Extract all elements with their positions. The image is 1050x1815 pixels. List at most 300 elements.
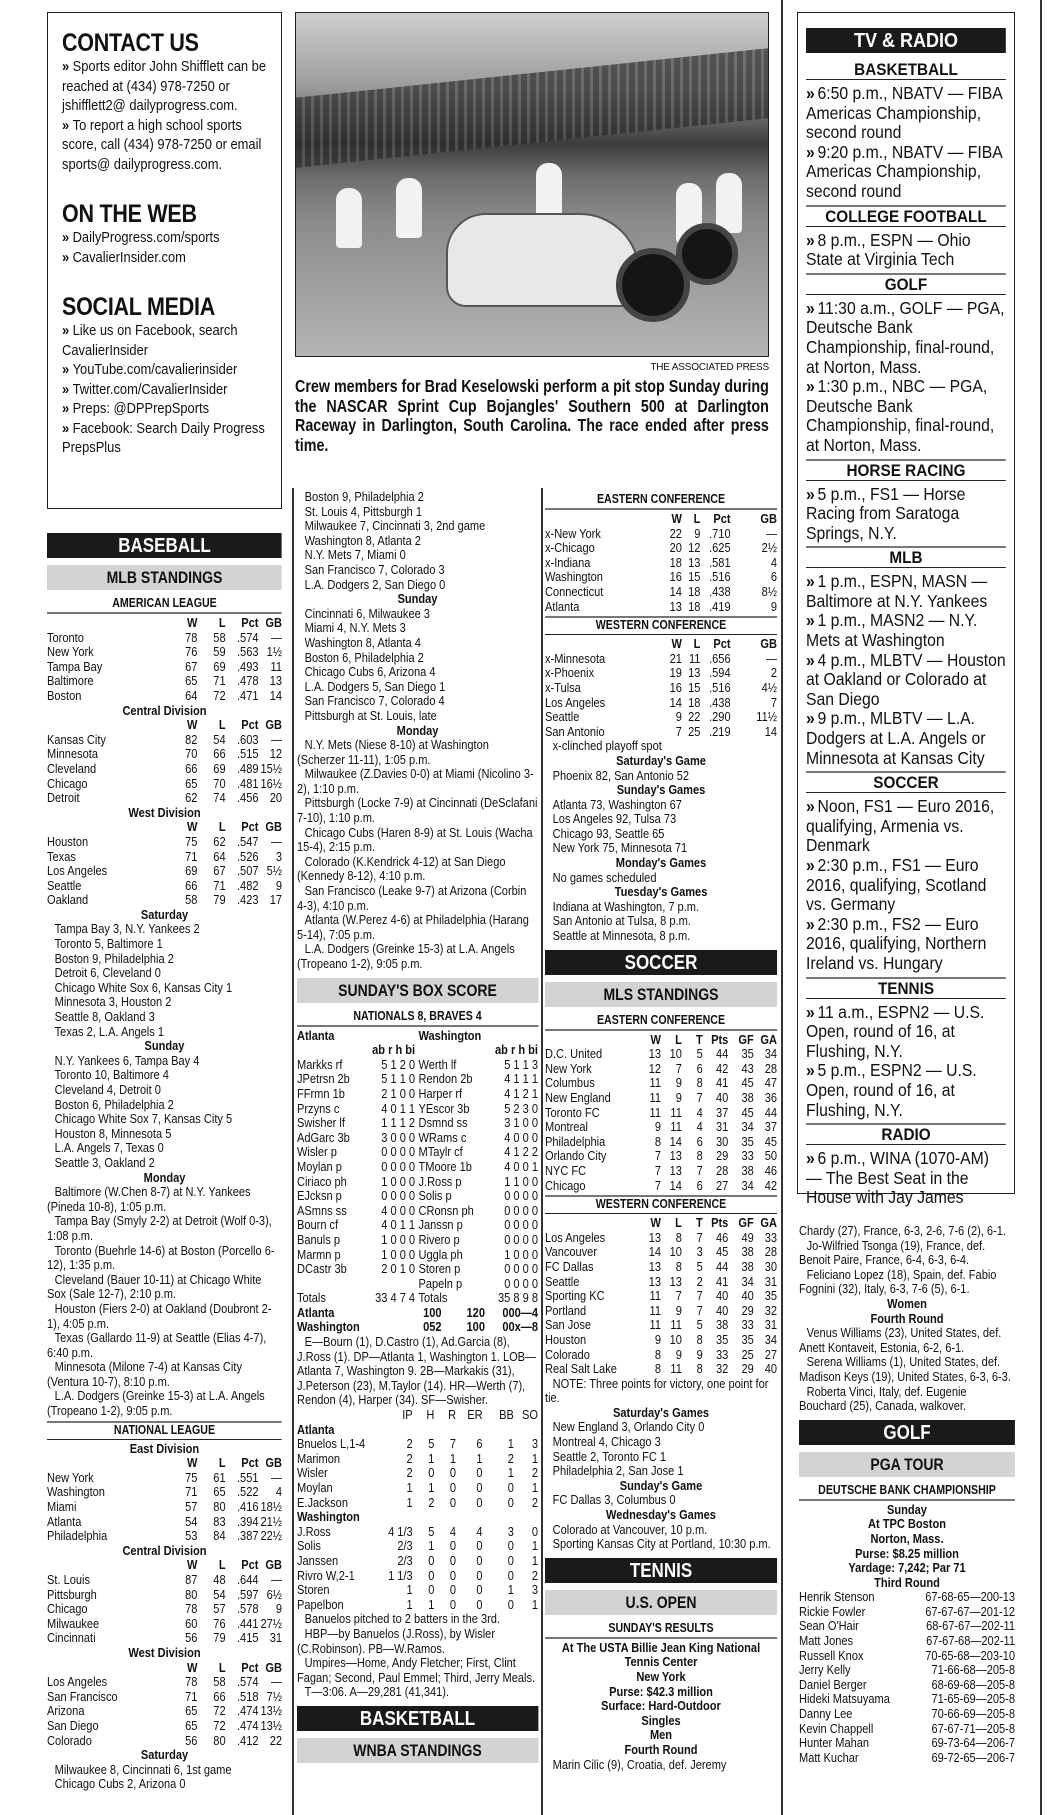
tv-listing: [806, 856, 1006, 915]
table-cell: 11: [670, 1104, 682, 1120]
table-cell: W: [650, 1031, 661, 1047]
table-cell: 2: [406, 1436, 413, 1452]
chevron-bullet-icon: »: [62, 419, 70, 437]
table-cell: 0: [507, 1567, 514, 1583]
table-cell: 8: [654, 1133, 661, 1149]
table-cell: —: [270, 629, 282, 645]
table-cell: 31: [715, 1119, 729, 1135]
table-row: [545, 1289, 777, 1304]
table-cell: 76: [185, 644, 198, 660]
table-cell: GB: [760, 636, 777, 652]
contact-item: [62, 321, 267, 360]
row-label: San Jose: [545, 1317, 592, 1333]
table-cell: 4 0 0 1: [504, 1158, 538, 1174]
table-cell: 44: [715, 1258, 729, 1274]
table-cell: 69: [213, 760, 226, 776]
table-cell: 29: [741, 1361, 754, 1377]
day-heading: Saturday's Games: [613, 1404, 709, 1420]
table-cell: 9: [675, 1346, 682, 1362]
row-label: [47, 1661, 169, 1676]
table-cell: 59: [213, 644, 226, 660]
chevron-bullet-icon: »: [62, 322, 70, 339]
item-text: 1 p.m., MASN2 — N.Y. Mets at Washington: [806, 610, 978, 651]
tv-listing: [806, 1061, 1006, 1120]
table-cell: 11: [649, 1075, 661, 1091]
result-line: Sporting Kansas City at Portland, 10:30 p.m.: [552, 1536, 771, 1552]
tv-listing: [806, 143, 1006, 202]
table-cell: 66: [185, 877, 198, 893]
table-row: [47, 1631, 282, 1646]
table-row: [297, 1189, 538, 1204]
table-cell: 1: [531, 1450, 538, 1466]
table-row: [47, 1661, 282, 1676]
row-label: New England: [545, 1090, 611, 1105]
table-cell: 32: [715, 1361, 729, 1377]
item-text: 9 p.m., MLBTV — L.A. Dodgers at L.A. Angels or Minnesota at Kansas City: [806, 708, 986, 768]
table-cell: 38: [741, 1090, 754, 1105]
table-cell: 70: [185, 746, 198, 762]
table-cell: 67-67-71—205-8: [931, 1720, 1015, 1736]
section-subheader: MLS STANDINGS: [545, 982, 777, 1007]
row-label: Jerry Kelly: [799, 1662, 851, 1678]
row-label: Ciriaco ph: [297, 1173, 347, 1189]
chevron-bullet-icon: »: [62, 380, 70, 398]
table-cell: W: [186, 1455, 198, 1471]
result-line: Roberta Vinci, Italy, def. Eugenie Bouchard (25), Canada, walkover.: [799, 1383, 967, 1414]
table-cell: 5½: [266, 863, 282, 879]
item-text: 9:20 p.m., NBATV — FIBA Americas Championship, second round: [806, 141, 1002, 201]
table-cell: [367, 1029, 415, 1044]
table-row: [799, 1619, 1015, 1634]
table-cell: H: [426, 1407, 435, 1423]
table-cell: 34: [741, 1177, 754, 1193]
table-cell: 0 0 0 0: [504, 1188, 538, 1204]
table-cell: GB: [760, 511, 777, 526]
table-cell: .574: [236, 629, 259, 645]
chevron-bullet-icon: »: [62, 361, 70, 378]
row-label: [47, 718, 169, 733]
result-line: Chicago Cubs (Haren 8-9) at St. Louis (Wacha 15-4), 2:15 p.m.: [297, 824, 533, 855]
table-cell: 14: [269, 687, 282, 703]
table-cell: .516: [709, 679, 731, 695]
table-cell: 46: [764, 1162, 777, 1178]
table-cell: .412: [236, 1732, 259, 1748]
table-cell: 71: [185, 1484, 198, 1500]
table-cell: 0: [428, 1552, 435, 1568]
table-cell: .563: [236, 644, 259, 660]
result-line: Seattle 3, Oakland 2: [54, 1154, 155, 1170]
day-heading: West Division: [128, 1644, 201, 1660]
table-cell: 1 0 0 0: [504, 1246, 538, 1262]
table-row: [47, 1515, 282, 1530]
table-row: [545, 1179, 777, 1194]
table-row: [545, 681, 777, 696]
table-cell: 0: [476, 1596, 483, 1612]
table-cell: 18½: [260, 1499, 282, 1515]
table-row: [47, 1734, 282, 1749]
table-cell: 5: [696, 1317, 703, 1333]
tv-listing: [806, 84, 1006, 143]
table-cell: L: [218, 1659, 226, 1675]
table-cell: 15½: [260, 760, 282, 776]
row-label: Philadelphia: [545, 1133, 606, 1149]
std-table: [47, 616, 282, 704]
row-label: Seattle: [545, 1273, 580, 1289]
table-cell: 42: [764, 1177, 777, 1193]
table-row: [47, 1588, 282, 1603]
row-label: J.Ross: [297, 1523, 331, 1539]
table-cell: 66: [185, 760, 198, 776]
table-cell: 71: [213, 673, 226, 689]
table-cell: 13: [688, 665, 701, 681]
table-cell: 2: [696, 1273, 703, 1289]
table-cell: —: [270, 1674, 282, 1690]
baseball-column: [47, 527, 282, 1792]
table-cell: YEscor 3b: [418, 1100, 470, 1116]
row-label: Moylan: [297, 1480, 333, 1495]
result-line: Chicago 93, Seattle 65: [552, 825, 665, 841]
row-label: Los Angeles: [545, 1229, 606, 1245]
table-row: [47, 1617, 282, 1632]
table-cell: ab r h bi: [372, 1042, 416, 1058]
table-cell: 38: [741, 1162, 754, 1178]
table-cell: 6: [476, 1436, 483, 1452]
chevron-bullet-icon: »: [806, 1060, 815, 1081]
table-cell: T: [695, 1215, 703, 1231]
result-lines: [545, 739, 777, 754]
table-cell: 1: [507, 1465, 514, 1481]
table-row: [799, 1649, 1015, 1664]
row-label: Chicago: [47, 1601, 88, 1617]
team-subheader-row: [297, 1510, 538, 1525]
table-row: [47, 645, 282, 660]
result-line: Atlanta 73, Washington 67: [552, 796, 682, 812]
result-line: Toronto 5, Baltimore 1: [54, 936, 163, 952]
table-cell: 2: [770, 665, 777, 681]
table-cell: 22: [269, 1732, 282, 1748]
table-heading: NATIONAL LEAGUE: [47, 1421, 282, 1440]
row-label: [545, 1033, 642, 1048]
table-cell: 5 1 1 0: [381, 1071, 416, 1087]
row-label: Moylan p: [297, 1158, 342, 1174]
table-cell: 0: [449, 1480, 457, 1495]
table-heading: AMERICAN LEAGUE: [47, 596, 282, 614]
table-cell: 2: [406, 1450, 413, 1466]
table-cell: 34: [741, 1273, 754, 1289]
item-text: 5 p.m., FS1 — Horse Racing from Saratoga Springs, N.Y.: [806, 483, 966, 543]
contact-content: [62, 29, 267, 458]
row-label: Hunter Mahan: [799, 1735, 870, 1751]
table-cell: Pct: [241, 717, 259, 733]
table-cell: GB: [265, 1659, 282, 1675]
table-cell: 16: [669, 679, 682, 695]
table-cell: 7: [675, 1288, 682, 1304]
table-cell: 53: [185, 1528, 198, 1544]
table-cell: 44: [764, 1104, 777, 1120]
row-label: Sean O'Hair: [799, 1618, 859, 1634]
table-cell: [490, 1029, 538, 1044]
table-row: [545, 570, 777, 585]
result-line: N.Y. Mets 7, Miami 0: [304, 547, 406, 563]
table-cell: 45: [741, 1104, 754, 1120]
table-cell: 2: [428, 1494, 435, 1510]
result-line: x-clinched playoff spot: [552, 738, 662, 754]
table-cell: 31: [764, 1317, 777, 1333]
table-row: [545, 585, 777, 600]
table-cell: 7: [675, 1060, 682, 1076]
table-cell: 1 0 0 0: [381, 1173, 416, 1189]
result-line: Washington 8, Atlanta 4: [304, 634, 421, 650]
table-cell: 65: [213, 1484, 226, 1500]
caption-text: Crew members for Brad Keselowski perform a pit stop Sunday during the NASCAR Sprint Cup Bojangles' Southern 500 at Darlington Raceway in Darlington, South Carolina. The race ended after press time.: [295, 376, 769, 455]
row-label: Janssen: [297, 1552, 339, 1568]
table-cell: .547: [236, 833, 259, 849]
table-cell: 0: [428, 1567, 435, 1583]
section-heading: CONTACT US: [62, 29, 199, 57]
team-name: Washington: [297, 1509, 360, 1525]
table-cell: 22½: [260, 1528, 282, 1544]
table-cell: 31: [764, 1273, 777, 1289]
table-cell: Harper rf: [418, 1085, 463, 1101]
table-cell: 4: [275, 1484, 282, 1500]
table-row: [545, 1362, 777, 1377]
table-cell: 78: [185, 1674, 198, 1690]
tv-listing: [806, 709, 1006, 768]
row-label: FC Dallas: [545, 1258, 594, 1274]
sport-banner: BASEBALL: [47, 533, 282, 558]
table-cell: 16½: [260, 775, 282, 791]
table-cell: 45: [741, 1075, 754, 1091]
tv-category-heading: BASKETBALL: [806, 60, 1006, 80]
table-cell: .489: [236, 760, 259, 776]
table-cell: 4: [696, 1119, 703, 1135]
result-line: Milwaukee 8, Cincinnati 6, 1st game: [54, 1761, 232, 1777]
table-row: [545, 1076, 777, 1091]
table-row: [545, 600, 777, 615]
table-cell: 46: [715, 1229, 729, 1245]
table-row: [47, 1500, 282, 1515]
table-cell: 38: [741, 1258, 754, 1274]
table-cell: 1 1/3: [388, 1567, 413, 1583]
table-cell: 37: [715, 1104, 729, 1120]
table-cell: GB: [265, 819, 282, 835]
table-cell: 34: [764, 1046, 777, 1062]
table-cell: 4 0 0 0: [381, 1202, 416, 1218]
table-cell: 34: [741, 1119, 754, 1135]
row-label: Russell Knox: [799, 1647, 864, 1663]
table-cell: 4 1 2 1: [504, 1085, 538, 1101]
result-line: Boston 9, Philadelphia 2: [54, 950, 174, 966]
table-cell: 4 0 0 0: [504, 1129, 538, 1145]
table-cell: 71: [185, 848, 198, 864]
table-cell: ab r h bi: [495, 1042, 538, 1058]
table-cell: 2: [531, 1494, 538, 1510]
row-label: Wisler: [297, 1465, 328, 1481]
day-heading: At TPC Boston: [868, 1516, 946, 1532]
table-cell: 0: [476, 1582, 483, 1598]
day-heading: Sunday: [397, 591, 438, 607]
table-cell: 21: [669, 650, 682, 666]
table-cell: 80: [185, 1586, 198, 1602]
result-line: Boston 6, Philadelphia 2: [304, 649, 424, 665]
row-label: [545, 512, 661, 527]
table-cell: 79: [213, 1630, 226, 1646]
table-cell: [415, 1043, 490, 1058]
table-cell: 62: [185, 790, 198, 806]
table-cell: 79: [213, 892, 226, 908]
table-cell: 49: [741, 1229, 754, 1245]
result-line: Miami 4, N.Y. Mets 3: [304, 620, 406, 636]
table-cell: 70: [213, 775, 226, 791]
result-line: Boston 6, Philadelphia 2: [54, 1096, 174, 1112]
right-column: [799, 1224, 1015, 1765]
table-row: [545, 541, 777, 556]
day-heading: Monday: [396, 722, 439, 738]
table-cell: GB: [265, 717, 282, 733]
table-cell: 33 4 7 4: [375, 1290, 416, 1306]
table-heading: NATIONALS 8, BRAVES 4: [297, 1009, 538, 1027]
table-cell: 11: [649, 1302, 661, 1318]
day-heading: At The USTA Billie Jean King National Tennis Center: [561, 1639, 761, 1670]
row-label: E.Jackson: [297, 1494, 348, 1510]
row-label: [297, 1408, 379, 1423]
table-cell: 35 8 9 8: [498, 1290, 538, 1306]
table-row: [297, 1583, 538, 1598]
result-line: L.A. Dodgers (Greinke 15-3) at L.A. Angels (Tropeano 1-2), 9:05 p.m.: [297, 941, 515, 971]
table-cell: 052: [423, 1319, 442, 1335]
table-cell: 0 0 0 0: [381, 1144, 416, 1160]
column-rule: [541, 488, 543, 1815]
table-cell: .290: [709, 709, 731, 725]
row-label: ASmns ss: [297, 1202, 347, 1218]
chevron-bullet-icon: »: [806, 483, 815, 504]
item-text: 6:50 p.m., NBATV — FIBA Americas Championship, second round: [806, 83, 1002, 143]
result-line: Pittsburgh (Locke 7-9) at Cincinnati (DeSclafani 7-10), 1:10 p.m.: [297, 795, 538, 826]
result-line: Seattle 2, Toronto FC 1: [552, 1448, 667, 1464]
table-row: [799, 1707, 1015, 1722]
sport-banner: GOLF: [799, 1420, 1015, 1445]
row-label: Portland: [545, 1302, 587, 1318]
table-row: [47, 660, 282, 675]
table-cell: 1: [507, 1436, 514, 1452]
table-row: [297, 1160, 538, 1175]
table-row: [47, 1573, 282, 1588]
table-cell: 66: [213, 1688, 226, 1704]
chevron-bullet-icon: »: [806, 1001, 815, 1022]
row-label: FFrmn 1b: [297, 1085, 345, 1101]
row-label: Los Angeles: [47, 1674, 108, 1690]
table-cell: 71-65-69—205-8: [931, 1691, 1015, 1707]
table-cell: .581: [709, 554, 731, 570]
table-cell: 4 1 1 1: [504, 1071, 538, 1087]
row-label: Danny Lee: [799, 1706, 853, 1722]
table-cell: 12: [648, 1060, 661, 1076]
table-cell: 67-67-68—202-11: [926, 1633, 1015, 1649]
table-cell: 70-66-69—205-8: [931, 1706, 1015, 1722]
table-cell: 6½: [266, 1586, 282, 1602]
result-lines: [297, 738, 538, 972]
table-row: [47, 1485, 282, 1500]
table-cell: 11: [270, 658, 282, 674]
table-cell: 3 0 0 0: [381, 1129, 416, 1145]
table-cell: 28: [764, 1060, 777, 1076]
table-row: [297, 1554, 538, 1569]
sport-banner: TENNIS: [545, 1558, 777, 1583]
row-label: [297, 1277, 367, 1292]
table-row: [545, 1231, 777, 1246]
table-row: [799, 1590, 1015, 1605]
table-cell: 38: [715, 1317, 729, 1333]
table-cell: 13: [269, 673, 282, 689]
table-cell: 20: [269, 790, 282, 806]
tv-category-heading: GOLF: [806, 273, 1006, 295]
row-label: JPetrsn 2b: [297, 1071, 350, 1087]
table-cell: —: [270, 1572, 282, 1587]
day-heading: Sunday's Game: [619, 1477, 703, 1493]
result-lines: [297, 607, 538, 724]
table-cell: 2: [531, 1465, 538, 1481]
table-cell: J.Ross p: [418, 1173, 462, 1189]
table-cell: 20: [669, 540, 682, 556]
section-subheader: WNBA STANDINGS: [297, 1738, 538, 1763]
section-subheader: PGA TOUR: [799, 1452, 1015, 1477]
result-line: Colorado (K.Kendrick 4-12) at San Diego (Kennedy 8-12), 4:10 p.m.: [297, 853, 506, 884]
result-line: N.Y. Mets (Niese 8-10) at Washington (Scherzer 11-11), 1:05 p.m.: [297, 737, 489, 767]
table-cell: .423: [236, 892, 259, 908]
result-line: L.A. Dodgers 5, San Diego 1: [304, 678, 446, 694]
table-cell: 45: [715, 1244, 729, 1260]
table-row: [545, 710, 777, 725]
result-lines: [545, 900, 777, 944]
item-text: 2:30 p.m., FS2 — Euro 2016, qualifying, Northern Ireland vs. Hungary: [806, 913, 987, 973]
table-cell: 13½: [260, 1703, 282, 1719]
std-table: [47, 1661, 282, 1749]
table-row: [47, 791, 282, 806]
table-cell: 0: [449, 1465, 457, 1481]
table-cell: 3: [696, 1244, 703, 1260]
row-label: [545, 1216, 642, 1231]
table-cell: 0: [507, 1480, 514, 1495]
table-cell: Pct: [241, 1557, 259, 1573]
table-cell: 1: [428, 1450, 435, 1466]
table-row: [297, 1437, 538, 1452]
day-heading: Yardage: 7,242; Par 71: [848, 1560, 966, 1576]
table-cell: .481: [236, 775, 259, 791]
table-cell: 67: [185, 658, 198, 674]
table-cell: L: [218, 717, 226, 733]
table-row: [799, 1678, 1015, 1693]
table-cell: 8: [675, 1229, 682, 1245]
tv-category-heading: TENNIS: [806, 977, 1006, 999]
result-line: New England 3, Orlando City 0: [552, 1419, 705, 1435]
table-cell: 66: [213, 746, 226, 762]
table-row: [47, 864, 282, 879]
section-subheader: SUNDAY'S BOX SCORE: [297, 978, 538, 1003]
team-name: Atlanta: [297, 1421, 335, 1437]
tv-radio-box: [797, 12, 1015, 1208]
chevron-bullet-icon: »: [62, 248, 70, 266]
tv-listing: [806, 572, 1006, 611]
table-cell: 14: [764, 723, 777, 739]
table-cell: MTaylr cf: [418, 1144, 463, 1160]
table-cell: 0: [428, 1465, 435, 1481]
table-cell: 14: [669, 1133, 682, 1149]
table-cell: 54: [213, 1586, 226, 1602]
table-cell: 45: [764, 1133, 777, 1149]
tv-category-heading: MLB: [806, 546, 1006, 568]
table-cell: .710: [709, 525, 731, 541]
table-cell: 9: [696, 1346, 703, 1362]
